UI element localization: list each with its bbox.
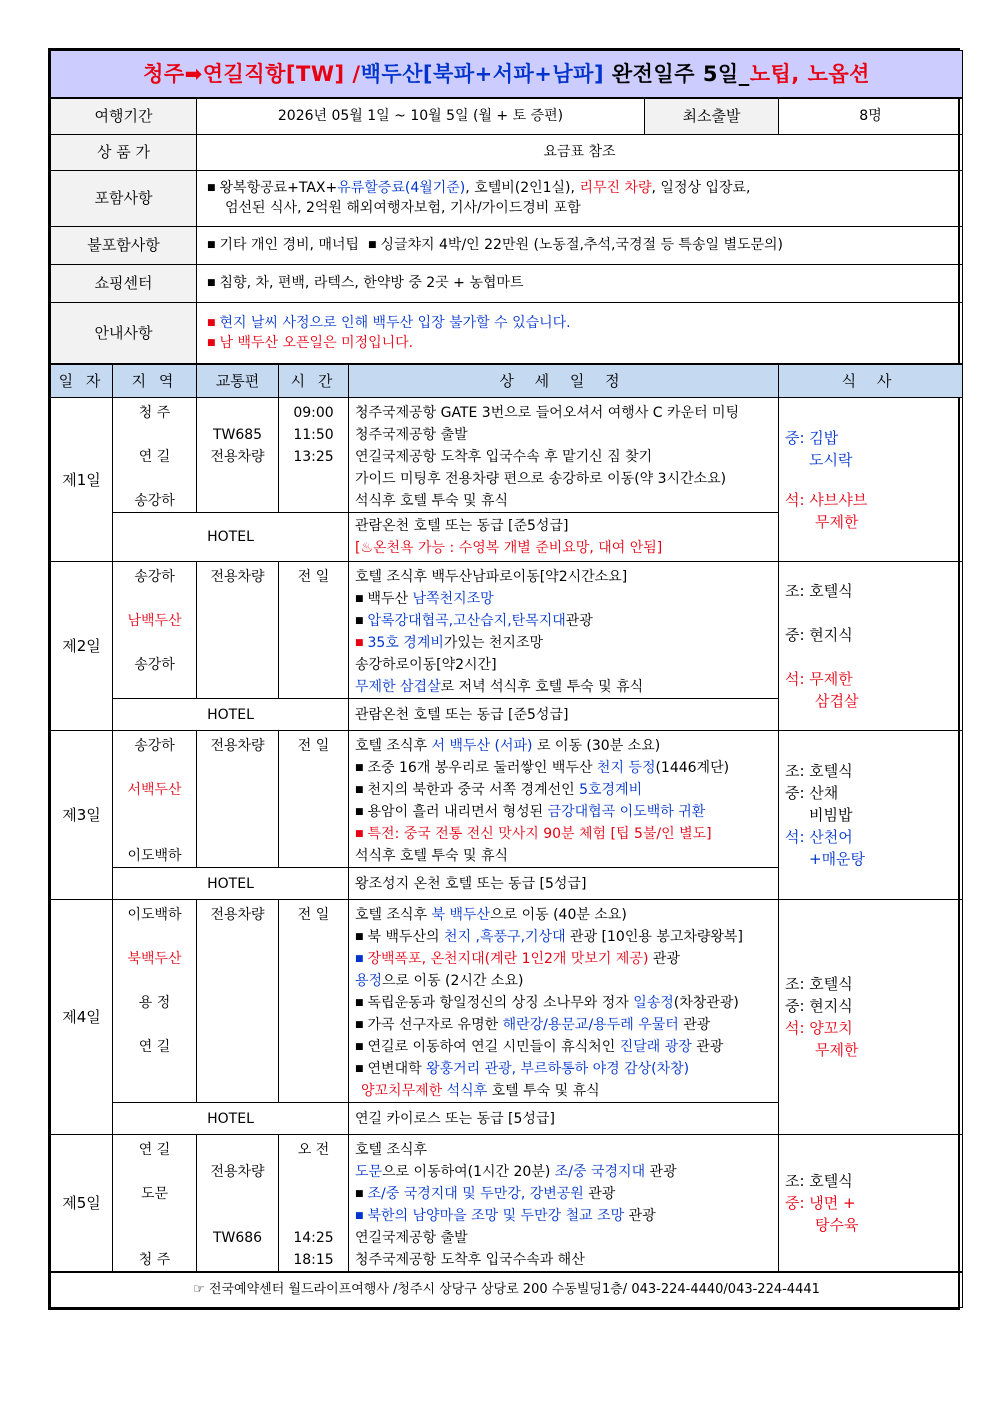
period-value: 2026년 05월 1일 ~ 10월 5일 (월 + 토 증편) [197, 98, 645, 134]
header-time: 시 간 [279, 364, 349, 398]
include-value: ■ 왕복항공료+TAX+유류할증료(4월기준), 호텔비(2인1실), 리무진 차량, 일정상 입장료, 엄선된 식사, 2억원 해외여행자보험, 기사/가이드경비 포함 [197, 170, 963, 226]
notice-value: ■ 현지 날씨 사정으로 인해 백두산 입장 불가할 수 있습니다. ■ 남 백두산 오픈일은 미정입니다. [197, 302, 963, 364]
day-regions: 청 주 연 길 송강하 [113, 398, 197, 513]
day-meals: 조: 호텔식 중: 현지식 석: 무제한 삼겹살 [779, 562, 963, 731]
day-label: 제5일 [51, 1135, 113, 1273]
day-label: 제2일 [51, 562, 113, 731]
include-label: 포함사항 [51, 170, 197, 226]
day-label: 제1일 [51, 398, 113, 562]
day-detail: 호텔 조식후 북 백두산으로 이동 (40분 소요) ■ 북 백두산의 천지 ,흑풍구,기상대 관광 [10인용 봉고차량왕복] ■ 장백폭포, 온천지대(계란 1인2개 맛보기 제공) 관광 용정으로 이동 (2시간 소요) ■ 독립운동과 항일정신의 상징 소나무와 정자 일송정(차창관광) ■ 가곡 선구자로 유명한 해란강/용문교/용두레 우물터 관광 ■ 연길로 이동하여 연길 시민들이 휴식처인 진달래 광장 관광 ■ 연변대학 왕훙거리 관광, 부르하통하 야경 감상(차창) 양꼬치무제한 석식후 호텔 투숙 및 휴식 [349, 900, 779, 1103]
day-regions: 연 길 도문 청 주 [113, 1135, 197, 1273]
day-regions: 이도백하 북백두산 용 정 연 길 [113, 900, 197, 1103]
day-row [51, 731, 963, 868]
header-region: 지 역 [113, 364, 197, 398]
hotel-label: HOTEL [113, 513, 349, 562]
day-meals: 조: 호텔식 중: 현지식 석: 양꼬치 무제한 [779, 900, 963, 1135]
itinerary-table [50, 50, 963, 1308]
day-label: 제3일 [51, 731, 113, 900]
itinerary-sheet [48, 48, 960, 1310]
day-transport: 전용차량 [197, 562, 279, 699]
day-times: 09:00 11:50 13:25 [279, 398, 349, 513]
day-row [51, 398, 963, 513]
shopping-label: 쇼핑센터 [51, 264, 197, 302]
day-row [51, 1135, 963, 1273]
day-times: 전 일 [279, 731, 349, 868]
footer-contact: ☞ 전국예약센터 월드라이프여행사 /청주시 상당구 상당로 200 수동빌딩1층/ 043-224-4440/043-224-4441 [51, 1272, 963, 1308]
hotel-value: 왕조성지 온천 호텔 또는 동급 [5성급] [349, 868, 779, 900]
day-detail: 호텔 조식후 백두산남파로이동[약2시간소요] ■ 백두산 남쪽천지조망 ■ 압록강대협곡,고산습지,탄목지대관광 ■ 35호 경계비가있는 천지조망 송강하로이동[약2시간] 무제한 삼겹살로 저녁 석식후 호텔 투숙 및 휴식 [349, 562, 779, 699]
hotel-label: HOTEL [113, 1103, 349, 1135]
header-day: 일 자 [51, 364, 113, 398]
price-value: 요금표 참조 [197, 134, 963, 170]
day-detail: 청주국제공항 GATE 3번으로 들어오셔서 여행사 C 카운터 미팅 청주국제공항 출발 연길국제공항 도착후 입국수속 후 맡기신 짐 찾기 가이드 미팅후 전용차량 편으로 송강하로 이동(약 3시간소요) 석식후 호텔 투숙 및 휴식 [349, 398, 779, 513]
day-regions: 송강하 남백두산 송강하 [113, 562, 197, 699]
day-transport: 전용차량 TW686 [197, 1135, 279, 1273]
day-times: 전 일 [279, 562, 349, 699]
day-detail: 호텔 조식후 서 백두산 (서파) 로 이동 (30분 소요) ■ 조중 16개 봉우리로 둘러쌓인 백두산 천지 등정(1446계단) ■ 천지의 북한과 중국 서쪽 경계선인 5호경계비 ■ 용암이 흘러 내리면서 형성된 금강대협곡 이도백하 귀환 ■ 특전: 중국 전통 전신 맛사지 90분 체험 [팁 5불/인 별도] 석식후 호텔 투숙 및 휴식 [349, 731, 779, 868]
min-departure-value: 8명 [779, 98, 963, 134]
price-label: 상 품 가 [51, 134, 197, 170]
header-transport: 교통편 [197, 364, 279, 398]
day-row [51, 900, 963, 1103]
hotel-value: 관람온천 호텔 또는 동급 [준5성급] [♨온천욕 가능 : 수영복 개별 준비요망, 대여 안됨] [349, 513, 779, 562]
day-times: 오 전 14:25 18:15 [279, 1135, 349, 1273]
header-meal: 식 사 [779, 364, 963, 398]
day-transport: 전용차량 [197, 731, 279, 868]
exclude-label: 불포함사항 [51, 226, 197, 264]
exclude-value: ■ 기타 개인 경비, 매너팁 ■ 싱글챠지 4박/인 22만원 (노동절,추석,국경절 등 특송일 별도문의) [197, 226, 963, 264]
day-row [51, 562, 963, 699]
day-regions: 송강하 서백두산 이도백하 [113, 731, 197, 868]
day-transport: 전용차량 [197, 900, 279, 1103]
header-detail: 상 세 일 정 [349, 364, 779, 398]
page-title: 청주➡연길직항[TW] /백두산[북파+서파+남파] 완전일주 5일_노팁, 노옵션 [51, 51, 963, 99]
shopping-value: ■ 침향, 차, 편백, 라텍스, 한약방 중 2곳 + 농협마트 [197, 264, 963, 302]
hotel-label: HOTEL [113, 868, 349, 900]
day-times: 전 일 [279, 900, 349, 1103]
day-label: 제4일 [51, 900, 113, 1135]
notice-label: 안내사항 [51, 302, 197, 364]
day-transport: TW685 전용차량 [197, 398, 279, 513]
day-meals: 조: 호텔식 중: 냉면 + 탕수육 [779, 1135, 963, 1273]
hotel-label: HOTEL [113, 699, 349, 731]
period-label: 여행기간 [51, 98, 197, 134]
day-meals: 조: 호텔식 중: 산채 비빔밥 석: 산천어 +매운탕 [779, 731, 963, 900]
hotel-value: 연길 카이로스 또는 동급 [5성급] [349, 1103, 779, 1135]
hotel-value: 관람온천 호텔 또는 동급 [준5성급] [349, 699, 779, 731]
day-meals: 중: 김밥 도시락 석: 샤브샤브 무제한 [779, 398, 963, 562]
day-detail: 호텔 조식후 도문으로 이동하여(1시간 20분) 조/중 국경지대 관광 ■ 조/중 국경지대 및 두만강, 강변공원 관광 ■ 북한의 남양마을 조망 및 두만강 철교 조망 관광 연길국제공항 출발 청주국제공항 도착후 입국수속과 해산 [349, 1135, 779, 1273]
min-departure-label: 최소출발 [645, 98, 779, 134]
